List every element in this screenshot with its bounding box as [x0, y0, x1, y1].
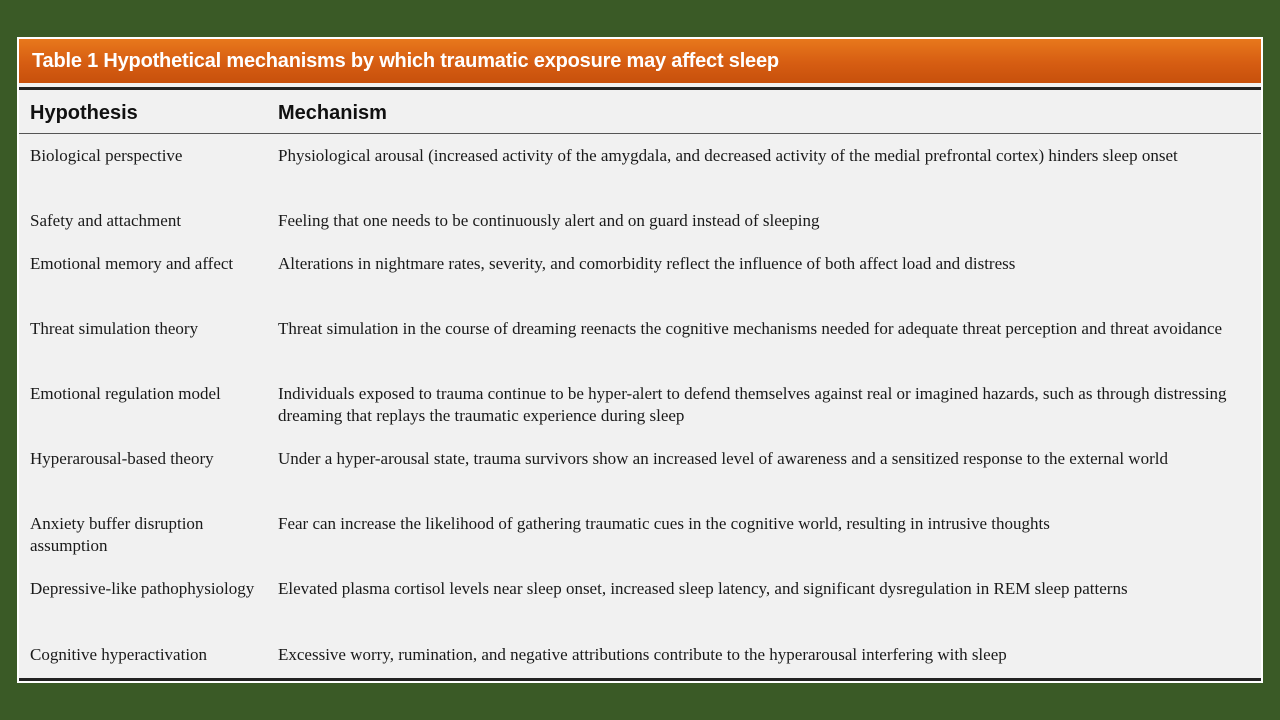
mechanism-cell: Physiological arousal (increased activity of the amygdala, and decreased activity of the medial prefrontal cortex) hinders sleep onset [278, 146, 1178, 165]
mechanism-cell: Threat simulation in the course of dreaming reenacts the cognitive mechanisms needed for adequate threat perception and threat avoidance [278, 319, 1223, 338]
mechanism-cell: Alterations in nightmare rates, severity, and comorbidity reflect the influence of both affect load and distress [278, 254, 1016, 273]
table-header-row [19, 90, 1261, 135]
header-mechanism: Mechanism [278, 102, 387, 124]
hypothesis-cell: Hyperarousal-based theory [30, 449, 214, 468]
mechanism-cell: Under a hyper-arousal state, trauma survivors show an increased level of awareness and a sensitized response to the external world [278, 449, 1168, 468]
hypothesis-cell: Safety and attachment [30, 211, 182, 230]
mechanism-cell: Excessive worry, rumination, and negative attributions contribute to the hyperarousal interfering with sleep [278, 645, 1007, 664]
hypothesis-cell: Anxiety buffer disruption assumption [30, 514, 204, 555]
mechanism-cell: Feeling that one needs to be continuously alert and on guard instead of sleeping [278, 211, 820, 230]
header-hypothesis: Hypothesis [30, 102, 138, 124]
mechanism-cell: Elevated plasma cortisol levels near sleep onset, increased sleep latency, and significant dysregulation in REM sleep patterns [278, 579, 1128, 598]
hypothesis-cell: Depressive-like pathophysiology [30, 579, 255, 598]
bottom-rule [19, 678, 1261, 681]
hypothesis-cell: Threat simulation theory [30, 319, 199, 338]
table-title: Table 1 Hypothetical mechanisms by which traumatic exposure may affect sleep [19, 39, 1261, 83]
hypothesis-cell: Emotional regulation model [30, 384, 221, 403]
hypothesis-cell: Cognitive hyperactivation [30, 645, 208, 664]
header-rule [19, 133, 1261, 134]
hypothesis-cell: Biological perspective [30, 146, 183, 165]
table-card [17, 37, 1263, 683]
mechanism-cell: Fear can increase the likelihood of gathering traumatic cues in the cognitive world, resulting in intrusive thoughts [278, 514, 1050, 533]
hypothesis-cell: Emotional memory and affect [30, 254, 234, 273]
mechanism-cell: Individuals exposed to trauma continue to be hyper-alert to defend themselves against real or imagined hazards, such as through distressing dreaming that replays the traumatic experience during sleep [278, 384, 1227, 425]
